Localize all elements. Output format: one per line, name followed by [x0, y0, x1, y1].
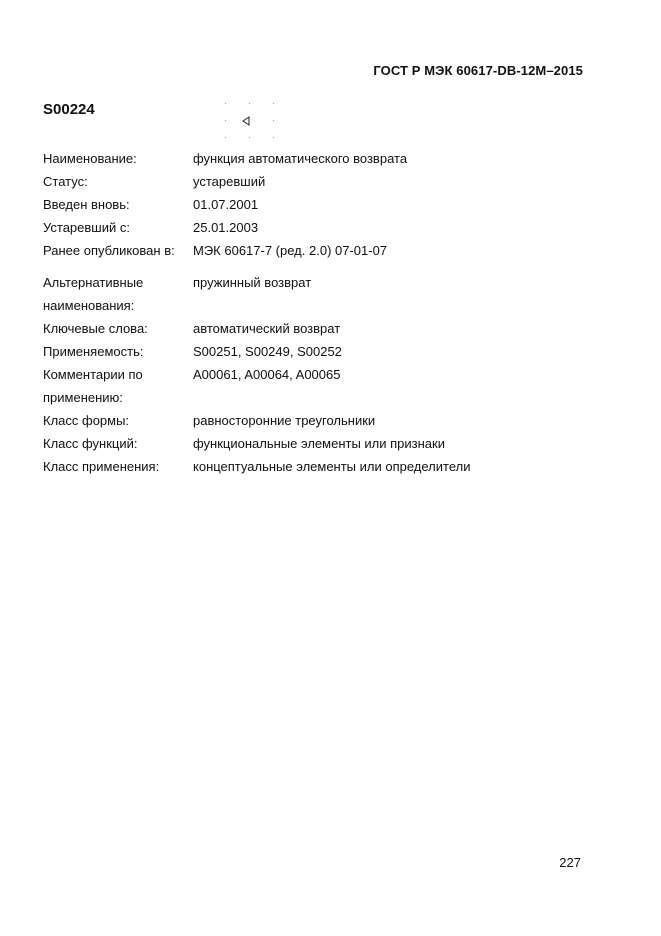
field-function-class — [43, 432, 471, 455]
field-value: 25.01.2003 — [193, 220, 259, 235]
field-label: Класс формы: — [43, 413, 130, 428]
field-status — [43, 170, 471, 193]
field-value: функция автоматического возврата — [193, 151, 408, 166]
field-obsolete-since — [43, 216, 471, 239]
page-number: 227 — [559, 855, 581, 870]
field-value: автоматический возврат — [193, 321, 341, 336]
field-label: Наименование: — [43, 151, 137, 166]
field-label: Применяемость: — [43, 344, 144, 359]
document-header: ГОСТ Р МЭК 60617-DB-12M–2015 — [373, 63, 583, 78]
field-label: Ранее опубликован в: — [43, 243, 175, 258]
field-previously-published — [43, 239, 471, 262]
left-triangle-icon — [224, 100, 276, 142]
field-label: Класс применения: — [43, 459, 160, 474]
field-label: Устаревший с: — [43, 220, 130, 235]
field-application-class — [43, 455, 471, 478]
field-applicability — [43, 340, 471, 363]
field-label: Статус: — [43, 174, 88, 189]
field-value: 01.07.2001 — [193, 197, 259, 212]
field-value: A00061, A00064, A00065 — [193, 367, 341, 382]
field-value: равносторонние треугольники — [193, 413, 376, 428]
field-value: пружинный возврат — [193, 275, 312, 290]
symbol-code: S00224 — [43, 101, 95, 118]
field-value: функциональные элементы или признаки — [193, 436, 445, 451]
field-label: Введен вновь: — [43, 197, 130, 212]
field-value: концептуальные элементы или определители — [193, 459, 471, 474]
field-value: МЭК 60617-7 (ред. 2.0) 07-01-07 — [193, 243, 388, 258]
field-application-notes — [43, 363, 471, 409]
field-introduced — [43, 193, 471, 216]
field-label: Комментарии по применению: — [43, 367, 143, 405]
field-alternative-names — [43, 271, 471, 317]
field-name — [43, 147, 471, 170]
field-keywords — [43, 317, 471, 340]
field-label: Альтернативные наименования: — [43, 275, 144, 313]
field-value: S00251, S00249, S00252 — [193, 344, 342, 359]
symbol-properties — [43, 147, 471, 478]
field-value: устаревший — [193, 174, 266, 189]
field-label: Ключевые слова: — [43, 321, 148, 336]
field-label: Класс функций: — [43, 436, 138, 451]
field-shape-class — [43, 409, 471, 432]
